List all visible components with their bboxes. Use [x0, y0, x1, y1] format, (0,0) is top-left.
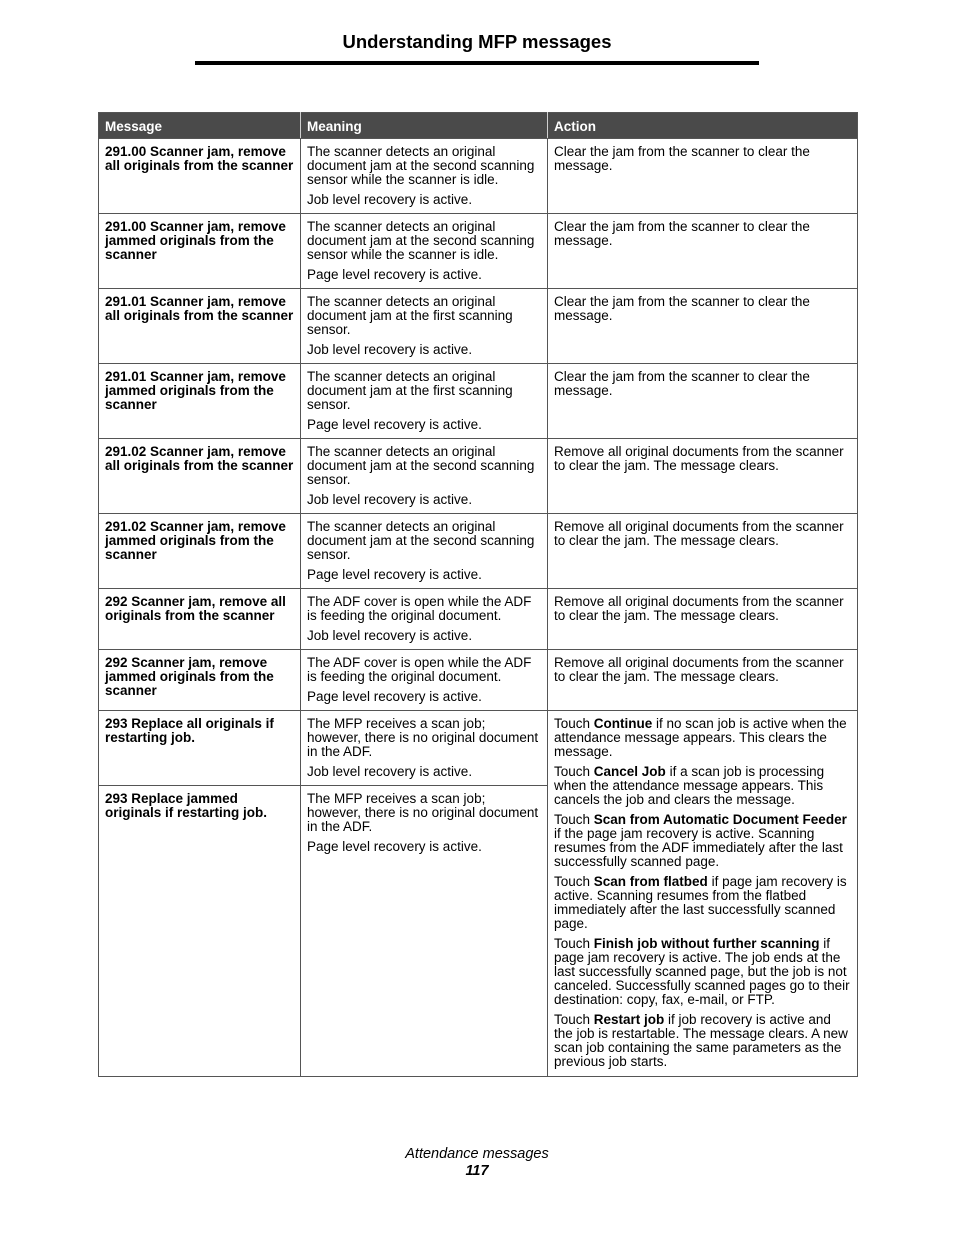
finish-job-option: Finish job without further scanning: [593, 936, 820, 951]
action-text: Remove all original documents from the scanner to clear the jam. The message clears.: [554, 444, 844, 473]
action-text: Remove all original documents from the scanner to clear the jam. The message clears.: [554, 594, 844, 623]
table-row: [99, 514, 858, 589]
action-text: Remove all original documents from the scanner to clear the jam. The message clears.: [554, 519, 844, 548]
message-cell: 291.02 Scanner jam, remove all originals from the scanner: [99, 439, 301, 514]
action-continue: Touch Continue if no scan job is active when the attendance message appears. This clears the message.: [554, 716, 847, 759]
message-cell: 291.01 Scanner jam, remove all originals from the scanner: [99, 289, 301, 364]
action-restart-job: Touch Restart job if job recovery is active and the job is restartable. The message clears. A new scan job containing the same parameters as the previous job starts.: [554, 1012, 848, 1069]
message-cell: 293 Replace all originals if restarting job.: [99, 711, 301, 786]
messages-table: [98, 112, 858, 1077]
recovery-text: Page level recovery is active.: [307, 267, 482, 282]
page-header: [195, 30, 759, 65]
meaning-cell: [301, 650, 548, 711]
recovery-text: Job level recovery is active.: [307, 764, 473, 779]
action-scan-from-adf: Touch Scan from Automatic Document Feeder if the page jam recovery is active. Scanning resumes from the ADF immediately after the last successfully scanned page.: [554, 812, 847, 869]
meaning-text: The ADF cover is open while the ADF is feeding the original document.: [307, 594, 532, 623]
recovery-text: Page level recovery is active.: [307, 567, 482, 582]
action-text: Clear the jam from the scanner to clear the message.: [554, 294, 810, 323]
meaning-cell: [301, 514, 548, 589]
message-cell: 291.02 Scanner jam, remove jammed originals from the scanner: [99, 514, 301, 589]
scan-from-flatbed-option: Scan from flatbed: [593, 874, 708, 889]
meaning-cell: [301, 289, 548, 364]
recovery-text: Page level recovery is active.: [307, 689, 482, 704]
table-row: [99, 711, 858, 786]
action-text: Clear the jam from the scanner to clear the message.: [554, 369, 810, 398]
message-cell: 291.00 Scanner jam, remove jammed originals from the scanner: [99, 214, 301, 289]
recovery-text: Page level recovery is active.: [307, 417, 482, 432]
meaning-text: The scanner detects an original document jam at the second scanning sensor.: [307, 444, 535, 487]
meaning-text: The scanner detects an original document jam at the first scanning sensor.: [307, 294, 513, 337]
action-cell: [548, 650, 858, 711]
table-row: [99, 139, 858, 214]
meaning-text: The scanner detects an original document jam at the second scanning sensor.: [307, 519, 535, 562]
action-text: Clear the jam from the scanner to clear the message.: [554, 219, 810, 248]
recovery-text: Job level recovery is active.: [307, 628, 473, 643]
meaning-cell: [301, 786, 548, 1077]
meaning-cell: [301, 589, 548, 650]
message-cell: 292 Scanner jam, remove all originals from the scanner: [99, 589, 301, 650]
action-cell: [548, 514, 858, 589]
recovery-text: Job level recovery is active.: [307, 342, 473, 357]
action-cell: [548, 289, 858, 364]
column-header-meaning: Meaning: [301, 113, 548, 139]
recovery-text: Page level recovery is active.: [307, 839, 482, 854]
continue-option: Continue: [593, 716, 653, 731]
meaning-cell: [301, 364, 548, 439]
action-text: Remove all original documents from the scanner to clear the jam. The message clears.: [554, 655, 844, 684]
message-cell: 293 Replace jammed originals if restarting job.: [99, 786, 301, 1077]
table-row: [99, 364, 858, 439]
meaning-text: The MFP receives a scan job; however, there is no original document in the ADF.: [307, 716, 539, 759]
scan-from-adf-option: Scan from Automatic Document Feeder: [593, 812, 847, 827]
action-text: Clear the jam from the scanner to clear the message.: [554, 144, 810, 173]
action-cell: [548, 364, 858, 439]
table-row: [99, 650, 858, 711]
meaning-cell: [301, 139, 548, 214]
action-scan-from-flatbed: Touch Scan from flatbed if page jam recovery is active. Scanning resumes from the flatbed immediately after the last successfully scanned page.: [554, 874, 847, 931]
page-number: 117: [465, 1163, 489, 1179]
meaning-text: The scanner detects an original document jam at the first scanning sensor.: [307, 369, 513, 412]
meaning-text: The ADF cover is open while the ADF is feeding the original document.: [307, 655, 532, 684]
table-row: [99, 289, 858, 364]
meaning-cell: [301, 711, 548, 786]
message-cell: 292 Scanner jam, remove jammed originals from the scanner: [99, 650, 301, 711]
header-rule: [195, 61, 759, 65]
recovery-text: Job level recovery is active.: [307, 192, 473, 207]
recovery-text: Job level recovery is active.: [307, 492, 473, 507]
restart-job-option: Restart job: [593, 1012, 665, 1027]
message-cell: 291.00 Scanner jam, remove all originals from the scanner: [99, 139, 301, 214]
table-row: [99, 214, 858, 289]
action-cell-restart: [548, 711, 858, 1077]
column-header-message: Message: [99, 113, 301, 139]
action-cell: [548, 439, 858, 514]
meaning-text: The MFP receives a scan job; however, there is no original document in the ADF.: [307, 791, 539, 834]
column-header-action: Action: [548, 113, 858, 139]
action-cell: [548, 139, 858, 214]
meaning-text: The scanner detects an original document jam at the second scanning sensor while the scanner is idle.: [307, 144, 535, 187]
action-cell: [548, 214, 858, 289]
table-header-row: [99, 113, 858, 139]
meaning-text: The scanner detects an original document jam at the second scanning sensor while the scanner is idle.: [307, 219, 535, 262]
action-finish-job: Touch Finish job without further scanning if page jam recovery is active. The job ends at the last successfully scanned page, but the job is not canceled. Successfully scanned pages go to their destination: copy, fax, e-mail, or FTP.: [554, 936, 850, 1007]
message-cell: 291.01 Scanner jam, remove jammed originals from the scanner: [99, 364, 301, 439]
meaning-cell: [301, 214, 548, 289]
page-footer: [0, 1146, 954, 1180]
action-cell: [548, 589, 858, 650]
table-row: [99, 439, 858, 514]
action-cancel-job: Touch Cancel Job if a scan job is processing when the attendance message appears. This cancels the job and clears the message.: [554, 764, 825, 807]
table-row: [99, 589, 858, 650]
footer-section-title: Attendance messages: [405, 1146, 549, 1162]
page-title: Understanding MFP messages: [342, 31, 612, 52]
meaning-cell: [301, 439, 548, 514]
cancel-job-option: Cancel Job: [593, 764, 666, 779]
